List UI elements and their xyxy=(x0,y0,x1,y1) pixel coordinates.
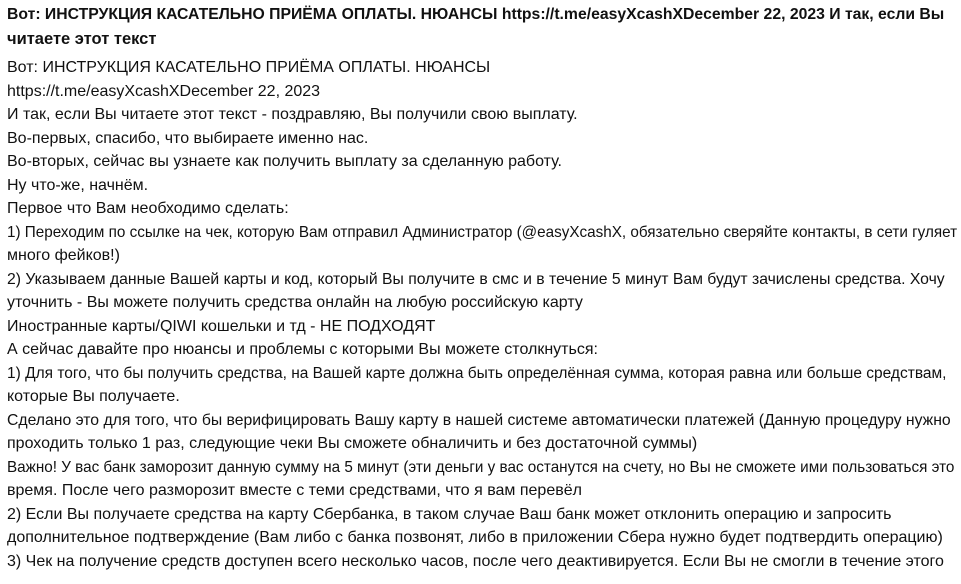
title-line: читаете этот текст xyxy=(7,30,157,48)
body-line: 1) Для того, что бы получить средства, на Вашей карте должна быть определённая сумма, которая равна или больше средствам, xyxy=(7,364,947,382)
body-line: 2) Указываем данные Вашей карты и код, который Вы получите в смс и в течение 5 минут Вам будут зачислены средства. Хочу xyxy=(7,270,945,288)
body-line: уточнить - Вы можете получить средства онлайн на любую российскую карту xyxy=(7,294,583,311)
body-line: https://t.me/easyXcashXDecember 22, 2023 xyxy=(7,82,321,100)
body-line: Важно! У вас банк заморозит данную сумму на 5 минут (эти деньги у вас останутся на счету, но Вы не сможете ими пользоваться это xyxy=(7,458,955,476)
body-line: Во-вторых, сейчас вы узнаете как получить выплату за сделанную работу. xyxy=(7,153,562,170)
body-line: Первое что Вам необходимо сделать: xyxy=(7,200,289,217)
body-line: Иностранные карты/QIWI кошельки и тд - НЕ ПОДХОДЯТ xyxy=(7,317,436,335)
body-line: 2) Если Вы получаете средства на карту Сбербанка, в таком случае Ваш банк может отклонить операцию и запросить xyxy=(7,505,892,523)
body-line: Во-первых, спасибо, что выбираете именно нас. xyxy=(7,129,369,147)
body-line: много фейков!) xyxy=(7,247,120,264)
body-line: Сделано это для того, что бы верифицировать Вашу карту в нашей системе автоматически платежей (Данную процедуру нужно xyxy=(7,411,951,429)
body-line: дополнительное подтверждение (Вам либо с банка позвонят, либо в приложении Сбера нужно будет подтвердить операцию) xyxy=(7,529,943,546)
document-title xyxy=(7,3,957,51)
body-line: А сейчас давайте про нюансы и проблемы с которыми Вы можете столкнуться: xyxy=(7,341,598,358)
body-line: время. После чего разморозит вместе с теми средствами, что я вам перевёл xyxy=(7,482,582,499)
body-line: проходить только 1 раз, следующие чеки Вы сможете обналичить и без достаточной суммы) xyxy=(7,435,698,452)
document-body xyxy=(7,56,957,573)
body-line: Вот: ИНСТРУКЦИЯ КАСАТЕЛЬНО ПРИЁМА ОПЛАТЫ. НЮАНСЫ xyxy=(7,59,491,76)
body-line: Ну что-же, начнём. xyxy=(7,176,149,194)
body-line: И так, если Вы читаете этот текст - поздравляю, Вы получили свою выплату. xyxy=(7,106,578,123)
body-line: которые Вы получаете. xyxy=(7,388,180,405)
body-line: 1) Переходим по ссылке на чек, которую Вам отправил Администратор (@easyXcashX, обязательно сверяйте контакты, в сети гуляет xyxy=(7,223,958,241)
title-line: Вот: ИНСТРУКЦИЯ КАСАТЕЛЬНО ПРИЁМА ОПЛАТЫ. НЮАНСЫ https://t.me/easyXcashXDecember 22, 2023 И так, если Вы xyxy=(7,6,945,23)
body-line: 3) Чек на получение средств доступен всего несколько часов, после чего деактивируется. Если Вы не смогли в течение этого xyxy=(7,552,944,570)
